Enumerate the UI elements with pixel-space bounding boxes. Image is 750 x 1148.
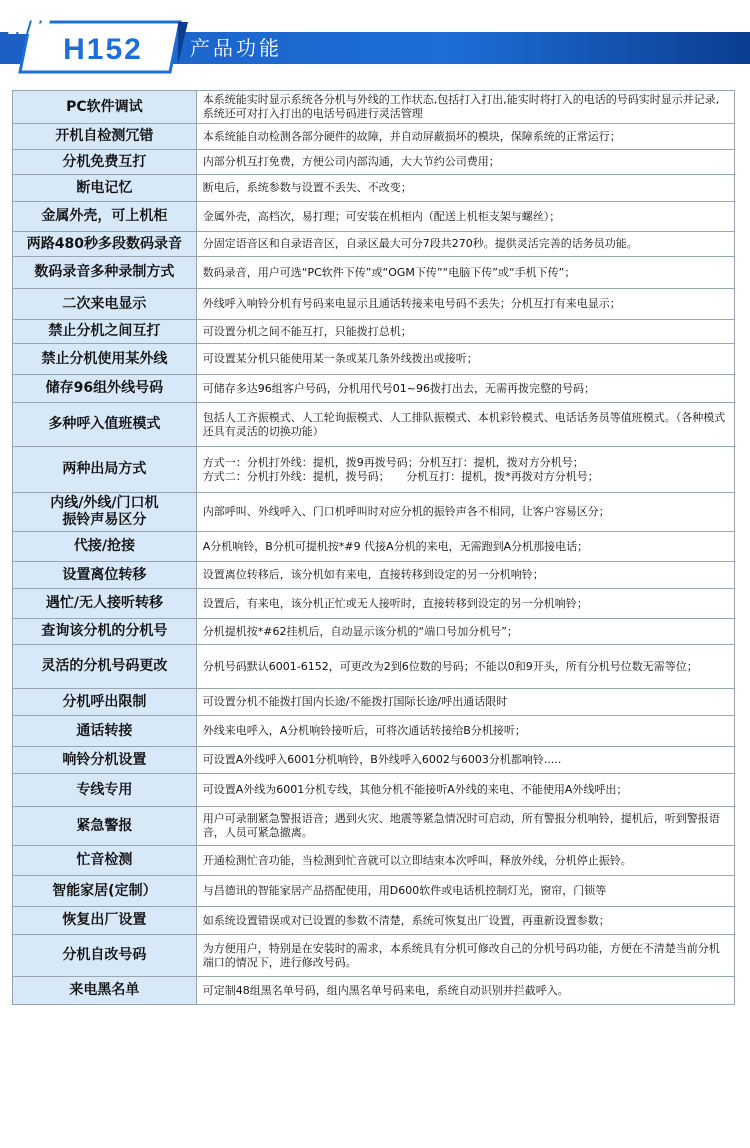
feature-description: 可设置A外线呼入6001分机响铃，B外线呼入6002与6003分机都响铃..... bbox=[196, 747, 734, 774]
feature-description: A分机响铃，B分机可提机按*#9 代接A分机的来电，无需跑到A分机那接电话； bbox=[196, 532, 734, 562]
feature-name-line: 内线/外线/门口机 bbox=[50, 495, 159, 511]
feature-description: 为方便用户，特别是在安装时的需求，本系统具有分机可修改自己的分机号码功能，方便在不清楚当前分机端口的情况下，进行修改号码。 bbox=[196, 935, 734, 977]
feature-description-line: 方式二：分机打外线：提机，拨号码； 分机互打：提机，拨*再拨对方分机号； bbox=[202, 469, 599, 483]
feature-row bbox=[13, 375, 735, 403]
feature-description: 外线来电呼入，A分机响铃接听后，可将次通话转接给B分机接听； bbox=[196, 716, 734, 747]
feature-row bbox=[13, 202, 735, 232]
feature-description: 分固定语音区和自录语音区，自录区最大可分7段共270秒。提供灵活完善的话务员功能。 bbox=[196, 232, 734, 257]
feature-name: 灵活的分机号码更改 bbox=[13, 645, 197, 689]
feature-description: 分机号码默认6001-6152，可更改为2到6位数的号码；不能以0和9开头，所有分机号位数无需等位； bbox=[196, 645, 734, 689]
feature-row bbox=[13, 807, 735, 846]
feature-row bbox=[13, 447, 735, 493]
feature-name: 代接/抢接 bbox=[13, 532, 197, 562]
feature-row bbox=[13, 562, 735, 589]
feature-description: 本系统能实时显示系统各分机与外线的工作状态,包括打入打出,能实时将打入的电话的号码实时显示并记录,系统还可对打入打出的电话号码进行灵活管理 bbox=[196, 91, 734, 124]
feature-row bbox=[13, 716, 735, 747]
feature-description: 内部呼叫、外线呼入、门口机呼叫时对应分机的振铃声各不相同，让客户容易区分； bbox=[196, 493, 734, 532]
feature-name: 专线专用 bbox=[13, 774, 197, 807]
feature-description: 如系统设置错误或对已设置的参数不清楚，系统可恢复出厂设置，再重新设置参数； bbox=[196, 907, 734, 935]
feature-row bbox=[13, 403, 735, 447]
feature-name: 二次来电显示 bbox=[13, 289, 197, 320]
feature-name: 遇忙/无人接听转移 bbox=[13, 589, 197, 619]
feature-description: 可设置分机不能拨打国内长途/不能拨打国际长途/呼出通话限时 bbox=[196, 689, 734, 716]
feature-row bbox=[13, 175, 735, 202]
feature-name: 储存96组外线号码 bbox=[13, 375, 197, 403]
feature-row bbox=[13, 493, 735, 532]
feature-description: 设置后，有来电，该分机正忙或无人接听时，直接转移到设定的另一分机响铃； bbox=[196, 589, 734, 619]
feature-description: 可设置A外线为6001分机专线，其他分机不能接听A外线的来电、不能使用A外线呼出； bbox=[196, 774, 734, 807]
feature-row bbox=[13, 846, 735, 876]
feature-name: 两路480秒多段数码录音 bbox=[13, 232, 197, 257]
feature-row bbox=[13, 747, 735, 774]
feature-description: 断电后，系统参数与设置不丢失、不改变； bbox=[196, 175, 734, 202]
feature-name: 响铃分机设置 bbox=[13, 747, 197, 774]
feature-description: 可定制48组黑名单号码，组内黑名单号码来电，系统自动识别并拦截呼入。 bbox=[196, 977, 734, 1005]
feature-name: 恢复出厂设置 bbox=[13, 907, 197, 935]
feature-name: 分机免费互打 bbox=[13, 150, 197, 175]
feature-row bbox=[13, 124, 735, 150]
feature-name: PC软件调试 bbox=[13, 91, 197, 124]
feature-name: 数码录音多种录制方式 bbox=[13, 257, 197, 289]
feature-description: 可设置某分机只能使用某一条或某几条外线拨出或接听； bbox=[196, 344, 734, 375]
feature-description: 可设置分机之间不能互打，只能拨打总机； bbox=[196, 320, 734, 344]
feature-description: 金属外壳，高档次，易打理；可安装在机柜内（配送上机柜支架与螺丝）； bbox=[196, 202, 734, 232]
section-title: 产品功能 bbox=[190, 36, 282, 60]
feature-name: 禁止分机之间互打 bbox=[13, 320, 197, 344]
feature-name: 分机呼出限制 bbox=[13, 689, 197, 716]
feature-name: 分机自改号码 bbox=[13, 935, 197, 977]
feature-name: 断电记忆 bbox=[13, 175, 197, 202]
feature-name: 禁止分机使用某外线 bbox=[13, 344, 197, 375]
feature-name: 紧急警报 bbox=[13, 807, 197, 846]
feature-description: 数码录音，用户可选“PC软件下传”或“OGM下传”“电脑下传”或“手机下传”； bbox=[196, 257, 734, 289]
feature-name: 多种呼入值班模式 bbox=[13, 403, 197, 447]
feature-name: 通话转接 bbox=[13, 716, 197, 747]
feature-row bbox=[13, 977, 735, 1005]
feature-description: 包括人工齐振模式、人工轮询振模式、人工排队振模式、本机彩铃模式、电话话务员等值班模式。（各种模式还具有灵活的切换功能） bbox=[196, 403, 734, 447]
feature-description: 开通检测忙音功能，当检测到忙音就可以立即结束本次呼叫，释放外线，分机停止振铃。 bbox=[196, 846, 734, 876]
feature-row bbox=[13, 589, 735, 619]
feature-table bbox=[12, 90, 735, 1005]
feature-row bbox=[13, 619, 735, 645]
header-banner bbox=[0, 0, 750, 80]
feature-description: 可储存多达96组客户号码，分机用代号01~96拨打出去，无需再拨完整的号码； bbox=[196, 375, 734, 403]
feature-description: 本系统能自动检测各部分硬件的故障，并自动屏蔽损坏的模块，保障系统的正常运行； bbox=[196, 124, 734, 150]
feature-row bbox=[13, 935, 735, 977]
feature-row bbox=[13, 150, 735, 175]
feature-name: 两种出局方式 bbox=[13, 447, 197, 493]
feature-name: 来电黑名单 bbox=[13, 977, 197, 1005]
feature-description: 用户可录制紧急警报语音；遇到火灾、地震等紧急情况时可启动，所有警报分机响铃，提机后，听到警报语音，人员可紧急撤离。 bbox=[196, 807, 734, 846]
feature-name: 开机自检测冗错 bbox=[13, 124, 197, 150]
feature-description-line: 方式一：分机打外线：提机，拨9再拨号码；分机互打：提机，拨对方分机号； bbox=[202, 455, 584, 469]
feature-row bbox=[13, 532, 735, 562]
feature-row bbox=[13, 320, 735, 344]
feature-row bbox=[13, 876, 735, 907]
feature-row bbox=[13, 907, 735, 935]
feature-description bbox=[196, 447, 734, 493]
feature-description: 内部分机互打免费，方便公司内部沟通，大大节约公司费用； bbox=[196, 150, 734, 175]
feature-table-body bbox=[13, 91, 735, 1005]
feature-row bbox=[13, 645, 735, 689]
feature-row bbox=[13, 257, 735, 289]
feature-description: 设置离位转移后，该分机如有来电，直接转移到设定的另一分机响铃； bbox=[196, 562, 734, 589]
feature-row bbox=[13, 344, 735, 375]
feature-row bbox=[13, 774, 735, 807]
feature-name bbox=[13, 493, 197, 532]
feature-name: 智能家居(定制） bbox=[13, 876, 197, 907]
feature-row bbox=[13, 91, 735, 124]
feature-description: 与昌德讯的智能家居产品搭配使用，用D600软件或电话机控制灯光，窗帘，门锁等 bbox=[196, 876, 734, 907]
feature-name: 查询该分机的分机号 bbox=[13, 619, 197, 645]
feature-row bbox=[13, 232, 735, 257]
feature-name: 忙音检测 bbox=[13, 846, 197, 876]
feature-description: 分机提机按*#62挂机后，自动显示该分机的“端口号加分机号”； bbox=[196, 619, 734, 645]
feature-row bbox=[13, 689, 735, 716]
feature-row bbox=[13, 289, 735, 320]
model-number: H152 bbox=[63, 33, 143, 66]
feature-name: 设置离位转移 bbox=[13, 562, 197, 589]
feature-name-line: 振铃声易区分 bbox=[62, 512, 147, 528]
feature-name: 金属外壳，可上机柜 bbox=[13, 202, 197, 232]
feature-description: 外线呼入响铃分机有号码来电显示且通话转接来电号码不丢失；分机互打有来电显示； bbox=[196, 289, 734, 320]
slash-decoration-icon bbox=[0, 0, 50, 34]
